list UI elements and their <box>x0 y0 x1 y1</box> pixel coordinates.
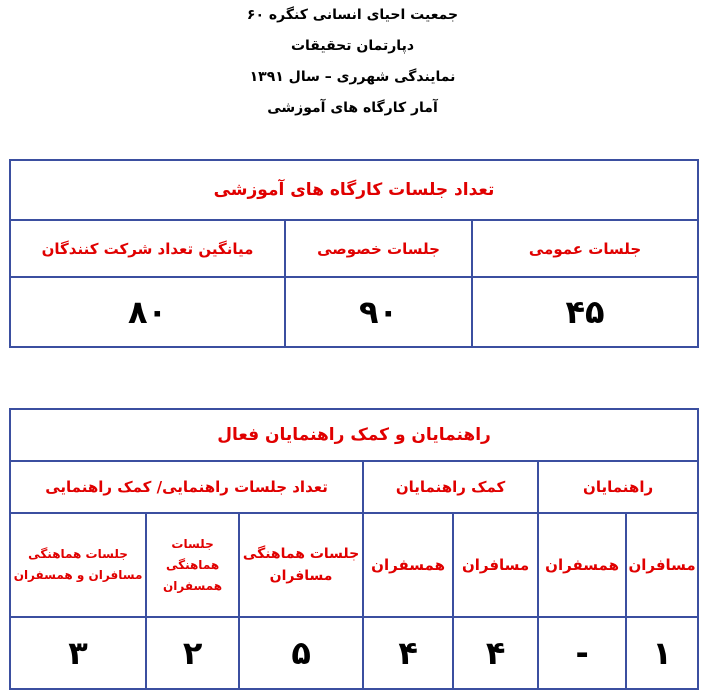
group-header: کمک راهنمایان <box>363 461 538 513</box>
table-cell: ۴ <box>363 617 453 689</box>
table-cell: ۳ <box>10 617 146 689</box>
column-header: جلسات خصوصی <box>285 220 472 277</box>
department-name: دپارتمان تحقیقات <box>290 38 415 54</box>
organization-name: جمعیت احیای انسانی کنگره ۶۰ <box>246 7 459 23</box>
group-header: تعداد جلسات راهنمایی/ کمک راهنمایی <box>10 461 363 513</box>
sub-header: مسافران <box>453 513 538 617</box>
report-title: آمار کارگاه های آموزشی <box>267 100 438 116</box>
table-cell: ۱ <box>626 617 698 689</box>
group-header: راهنمایان <box>538 461 698 513</box>
table-title: تعداد جلسات کارگاه های آموزشی <box>10 160 698 220</box>
table-cell: ۲ <box>146 617 239 689</box>
sub-header: همسفران <box>363 513 453 617</box>
sub-header: جلسات هماهنگی همسفران <box>146 513 239 617</box>
sub-header: جلسات هماهنگی مسافران <box>239 513 363 617</box>
table-cell: ۸۰ <box>10 277 285 347</box>
document-header <box>0 0 705 124</box>
table-cell: - <box>538 617 626 689</box>
table-cell: ۴ <box>453 617 538 689</box>
table-title: راهنمایان و کمک راهنمایان فعال <box>10 409 698 461</box>
table-cell: ۵ <box>239 617 363 689</box>
sub-header: جلسات هماهنگی مسافران و همسفران <box>10 513 146 617</box>
column-header: جلسات عمومی <box>472 220 698 277</box>
table-cell: ۹۰ <box>285 277 472 347</box>
workshop-sessions-table <box>9 159 699 348</box>
branch-year: نمایندگی شهرری – سال ۱۳۹۱ <box>249 69 456 85</box>
guides-table <box>9 408 699 690</box>
column-header: میانگین تعداد شرکت کنندگان <box>10 220 285 277</box>
sub-header: همسفران <box>538 513 626 617</box>
table-cell: ۴۵ <box>472 277 698 347</box>
sub-header: مسافران <box>626 513 698 617</box>
